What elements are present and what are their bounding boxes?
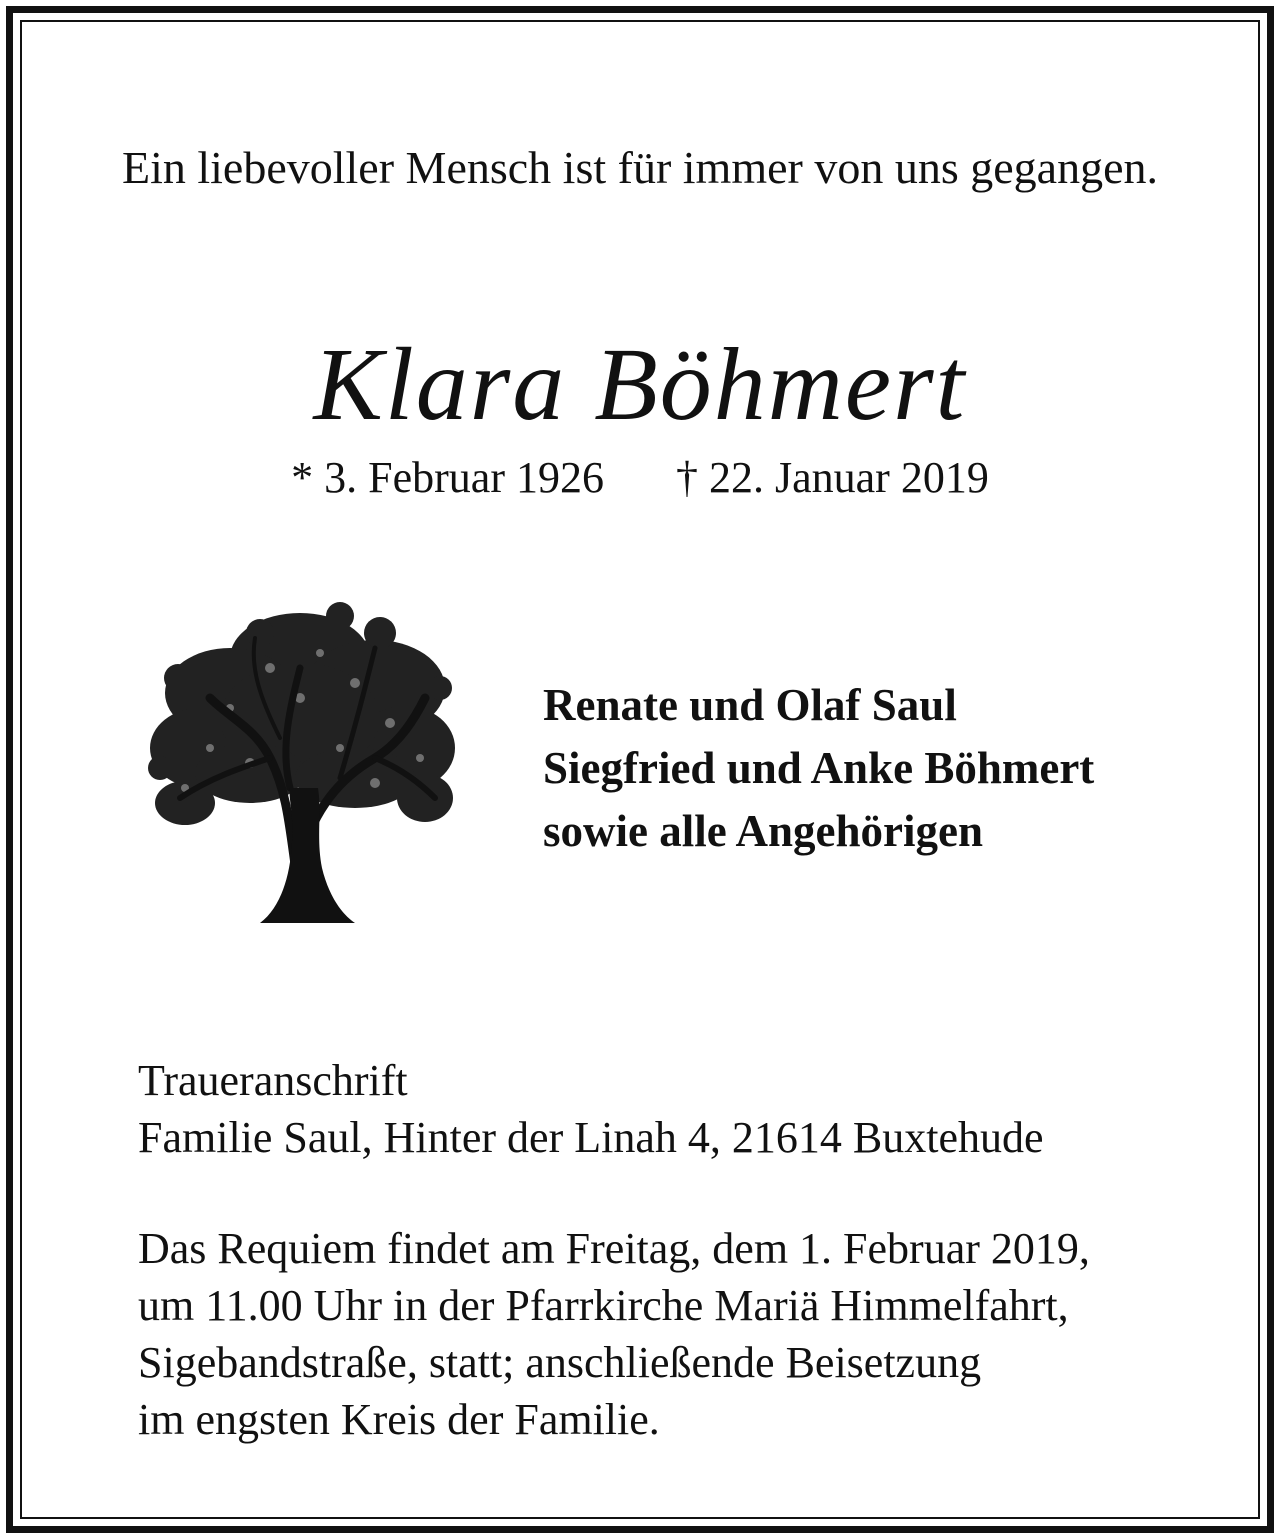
intro-line: Ein liebevoller Mensch ist für immer von uns gegangen. <box>121 142 1159 193</box>
requiem-notice <box>138 1220 1090 1448</box>
requiem-line: Sigebandstraße, statt; anschließende Beisetzung <box>138 1338 982 1387</box>
requiem-line: Das Requiem findet am Freitag, dem 1. Februar 2019, <box>138 1224 1090 1273</box>
life-dates <box>0 448 1280 508</box>
mourner-line: Siegfried und Anke Böhmert <box>543 743 1095 793</box>
birth-date: * 3. Februar 1926 <box>291 453 604 502</box>
death-date: † 22. Januar 2019 <box>676 453 989 502</box>
address-line: Familie Saul, Hinter der Linah 4, 21614 Buxtehude <box>138 1113 1044 1162</box>
tree-icon <box>140 598 460 938</box>
mourners-list <box>543 674 1094 863</box>
deceased-name: Klara Böhmert <box>313 327 967 442</box>
address-heading: Traueranschrift <box>138 1056 408 1105</box>
requiem-line: im engsten Kreis der Familie. <box>138 1395 660 1444</box>
mourner-line: Renate und Olaf Saul <box>543 680 957 730</box>
mourning-address <box>138 1052 1044 1166</box>
requiem-line: um 11.00 Uhr in der Pfarrkirche Mariä Himmelfahrt, <box>138 1281 1069 1330</box>
mourner-line: sowie alle Angehörigen <box>543 806 983 856</box>
